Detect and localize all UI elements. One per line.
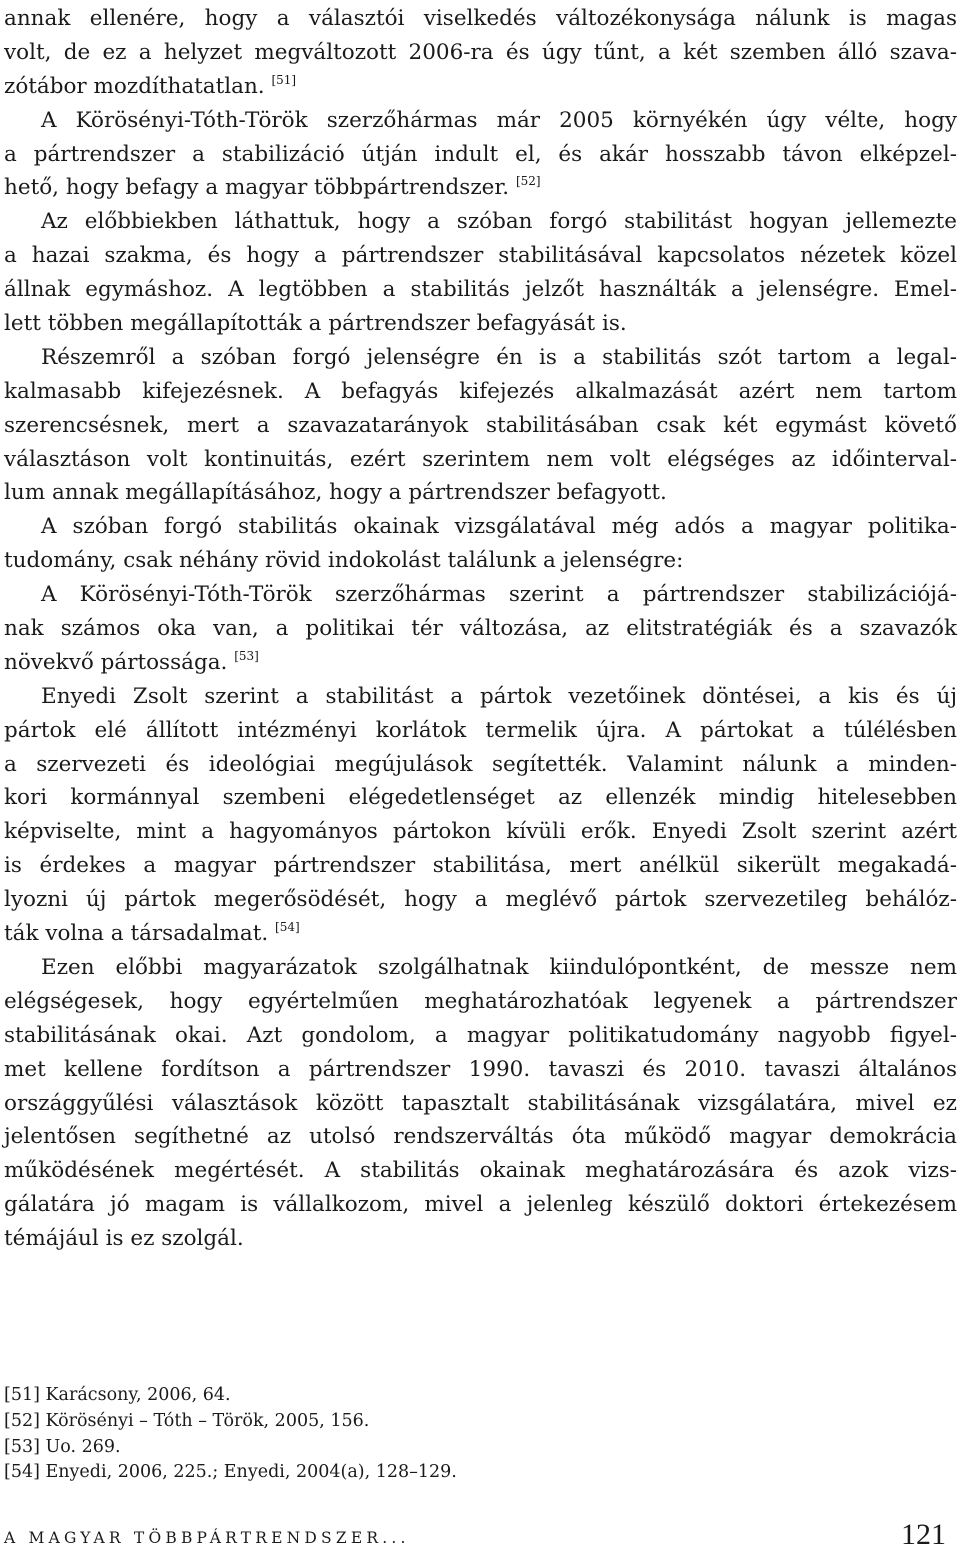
line-text: kalmasabb kifejezésnek. A befagyás kifejezés alkalmazását azért nem tartom (4, 378, 957, 404)
line-text: képviselte, mint a hagyományos pártokon kívüli erők. Enyedi Zsolt szerint azért (4, 819, 957, 845)
text-line (4, 1154, 957, 1188)
text-line (4, 612, 957, 646)
text-line (4, 714, 957, 748)
line-text: A szóban forgó stabilitás okainak vizsgálatával még adós a magyar politika- (41, 514, 957, 540)
footnote-reference: [51] (271, 72, 297, 87)
line-text: Részemről a szóban forgó jelenségre én is a stabilitás szót tartom a legal- (41, 344, 957, 370)
text-line (4, 849, 957, 883)
text-line (4, 1222, 957, 1256)
text-line (4, 1053, 957, 1087)
text-line (4, 781, 957, 815)
line-text: Enyedi Zsolt szerint a stabilitást a pártok vezetőinek döntései, a kis és új (41, 683, 957, 709)
text-line (4, 815, 957, 849)
text-line (4, 239, 957, 273)
line-text: Ezen előbbi magyarázatok szolgálhatnak kiindulópontként, de messze nem (41, 954, 957, 980)
line-text: nak számos oka van, a politikai tér változása, az elitstratégiák és a szavazók (4, 616, 957, 642)
footnote-reference: [54] (275, 920, 300, 935)
footnote-52: [52] Körösényi – Tóth – Török, 2005, 156. (4, 1410, 370, 1431)
text-line (4, 307, 957, 341)
line-text: pártok elé állított intézményi korlátok termelik újra. A pártokat a túlélésben (4, 717, 957, 743)
text-line (4, 205, 957, 239)
footnotes (4, 1383, 904, 1486)
line-text: lyozni új pártok megerősödését, hogy a meglévő pártok szervezetileg behálóz- (4, 887, 957, 913)
text-line (4, 578, 957, 612)
line-text: A Körösényi-Tóth-Török szerzőhármas szerint a pártrendszer stabilizációjá- (41, 582, 957, 608)
text-line (4, 36, 957, 70)
text-line (4, 917, 957, 951)
text-line (4, 70, 957, 104)
line-text: országgyűlési választások között tapasztalt stabilitásának vizsgálatára, mivel ez (4, 1090, 957, 1116)
line-text: növekvő pártossága. (4, 649, 228, 675)
text-line (4, 883, 957, 917)
page-number: 121 (901, 1518, 946, 1551)
footnote-54: [54] Enyedi, 2006, 225.; Enyedi, 2004(a), 128–129. (4, 1462, 457, 1483)
line-text: zótábor mozdíthatatlan. (4, 73, 265, 99)
line-text: is érdekes a magyar pártrendszer stabilitása, mert anélkül sikerült megakadá- (4, 853, 957, 879)
line-text: volt, de ez a helyzet megváltozott 2006-ra és úgy tűnt, a két szemben álló szava- (4, 39, 957, 65)
running-head: A MAGYAR TÖBBPÁRTRENDSZER... (4, 1529, 410, 1547)
text-line (4, 171, 957, 205)
line-text: jelentősen segíthetné az utolsó rendszerváltás óta működő magyar demokrácia (4, 1124, 957, 1150)
text-line (4, 138, 957, 172)
line-text: gálatára jó magam is vállalkozom, mivel a jelenleg készülő doktori értekezésem (4, 1192, 957, 1218)
line-text: Az előbbiekben láthattuk, hogy a szóban forgó stabilitást hogyan jellemezte (41, 209, 957, 235)
line-text: lum annak megállapításához, hogy a pártrendszer befagyott. (4, 480, 667, 506)
line-text: ták volna a társadalmat. (4, 921, 269, 947)
text-line (4, 680, 957, 714)
text-line (4, 748, 957, 782)
text-line (4, 544, 957, 578)
line-text: témájául is ez szolgál. (4, 1226, 244, 1252)
text-line (4, 476, 957, 510)
text-line (4, 1019, 957, 1053)
line-text: elégségesek, hogy egyértelműen meghatározhatóak legyenek a pártrendszer (4, 988, 957, 1014)
line-text: működésének megértését. A stabilitás okainak meghatározására és azok vizs- (4, 1158, 957, 1184)
text-line (4, 273, 957, 307)
footnote-51: [51] Karácsony, 2006, 64. (4, 1385, 231, 1405)
footnote-reference: [52] (515, 174, 541, 189)
footnote-53: [53] Uo. 269. (4, 1436, 121, 1457)
line-text: a hazai szakma, és hogy a pártrendszer stabilitásával kapcsolatos nézetek közel (4, 243, 957, 269)
line-text: állnak egymáshoz. A legtöbben a stabilitás jelzőt használták a jelenségre. Emel- (4, 277, 957, 303)
line-text: A Körösényi-Tóth-Török szerzőhármas már 2005 környékén úgy vélte, hogy (41, 107, 957, 133)
text-line (4, 510, 957, 544)
text-line (4, 375, 957, 409)
text-line (4, 2, 957, 36)
body-text (4, 2, 957, 1256)
line-text: a szervezeti és ideológiai megújulások segítették. Valamint nálunk a minden- (4, 751, 957, 777)
text-line (4, 1087, 957, 1121)
line-text: annak ellenére, hogy a választói viselkedés változékonysága nálunk is magas (4, 6, 957, 31)
line-text: tudomány, csak néhány rövid indokolást találunk a jelenségre: (4, 548, 684, 574)
footnote-reference: [53] (234, 648, 259, 663)
line-text: a pártrendszer a stabilizáció útján indult el, és akár hosszabb távon elképzel- (4, 141, 957, 167)
line-text: stabilitásának okai. Azt gondolom, a magyar politikatudomány nagyobb figyel- (4, 1022, 957, 1048)
text-line (4, 646, 957, 680)
line-text: lett többen megállapították a pártrendszer befagyását is. (4, 311, 627, 337)
line-text: hető, hogy befagy a magyar többpártrendszer. (4, 175, 510, 201)
text-line (4, 104, 957, 138)
text-line (4, 1120, 957, 1154)
line-text: kori kormánnyal szembeni elégedetlenséget az ellenzék mindig hitelesebben (4, 785, 957, 811)
line-text: met kellene fordítson a pártrendszer 1990. tavaszi és 2010. tavaszi általános (4, 1056, 957, 1082)
text-line (4, 951, 957, 985)
text-line (4, 409, 957, 443)
text-line (4, 443, 957, 477)
line-text: szerencsésnek, mert a szavazatarányok stabilitásában csak két egymást követő (4, 412, 957, 438)
line-text: választáson volt kontinuitás, ezért szerintem nem volt elégséges az időinterval- (4, 446, 957, 472)
text-line (4, 341, 957, 375)
text-line (4, 985, 957, 1019)
text-line (4, 1188, 957, 1222)
